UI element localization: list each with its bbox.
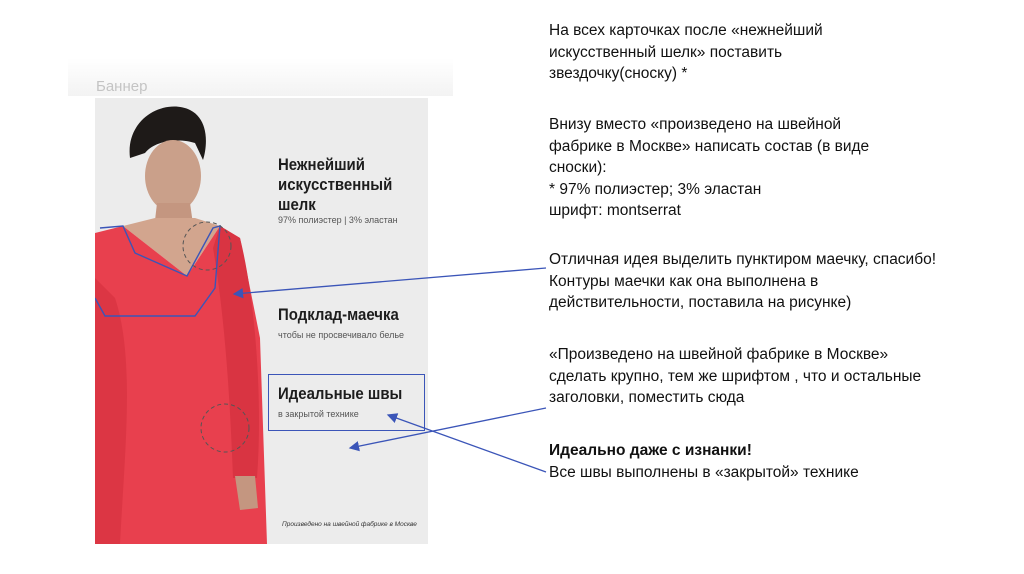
composition-subtitle: 97% полиэстер | 3% эластан — [278, 215, 398, 225]
note-composition-line-2: * 97% полиэстер; 3% эластан — [549, 180, 762, 198]
note-composition — [549, 114, 889, 222]
seams-subtitle: в закрытой технике — [278, 409, 359, 419]
note-seams — [549, 440, 879, 483]
note-composition-line-3: шрифт: montserrat — [549, 202, 681, 219]
note-composition-line-1: Внизу вместо «произведено на швейной фабрике в Москве» написать состав (в виде сноски): — [549, 116, 870, 176]
heading-silk-line-3: шелк — [278, 195, 316, 214]
note-factory: «Произведено на швейной фабрике в Москве» сделать крупно, тем же шрифтом , что и остальные заголовки, поместить сюда — [549, 346, 922, 406]
banner-label: Баннер — [96, 78, 148, 95]
heading-lining: Подклад-маечка — [278, 305, 399, 324]
lining-subtitle: чтобы не просвечивало белье — [278, 330, 405, 340]
note-seams-title: Идеально даже с изнанки! — [549, 442, 752, 459]
note-lining: Отличная идея выделить пунктиром маечку, спасибо! Контуры маечки как она выполнена в действительности, поставила на рисунке) — [549, 251, 937, 311]
arrow-to-lining — [234, 268, 546, 294]
heading-silk-line-2: искусственный — [278, 175, 393, 194]
note-footnote-star: На всех карточках после «нежнейший искусственный шелк» поставить звездочку(сноску) * — [549, 22, 823, 82]
heading-silk-line-1: Нежнейший — [278, 155, 365, 174]
banner-footer-note: Произведено на швейной фабрике в Москве — [282, 521, 417, 528]
arrow-to-footer-spot — [350, 408, 546, 448]
heading-seams: Идеальные швы — [278, 384, 403, 403]
note-seams-body: Все швы выполнены в «закрытой» технике — [549, 463, 859, 481]
